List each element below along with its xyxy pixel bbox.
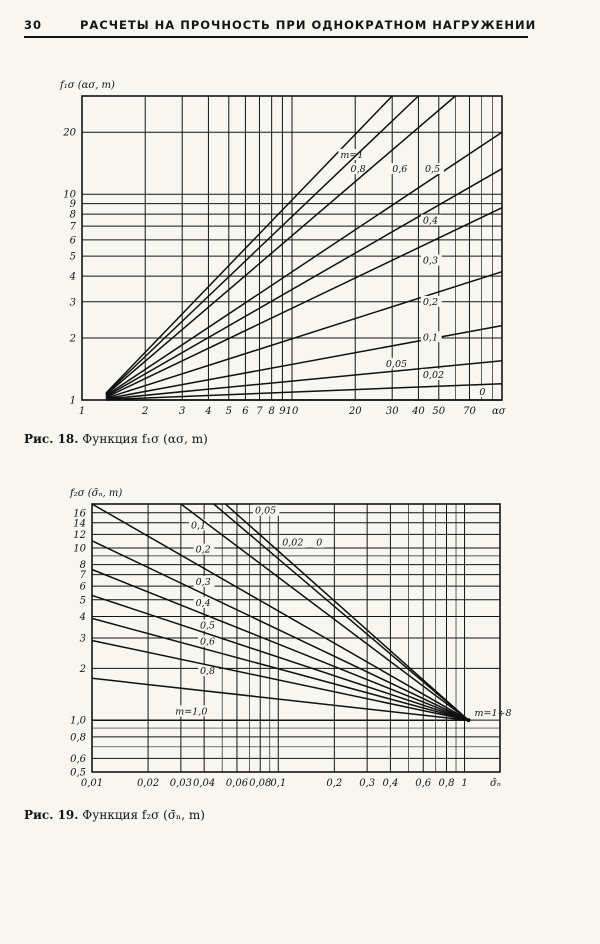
x-tick-label: 7 (256, 406, 263, 417)
series-line (106, 384, 502, 400)
series-label: 0,05 (385, 358, 408, 370)
x-tick-label: 50 (432, 406, 446, 417)
y-tick-label: 6 (79, 581, 86, 593)
x-tick-label: 40 (412, 406, 425, 417)
series-label: 0,05 (255, 505, 277, 517)
x-tick-label: 0,01 (80, 778, 104, 789)
x-tick-label: 0,04 (193, 778, 216, 789)
series-label: 0 (316, 537, 323, 549)
x-tick-label: 0,1 (270, 778, 287, 789)
running-head (24, 18, 537, 38)
series-label: 0,8 (199, 666, 216, 678)
series-label: 0,2 (422, 296, 438, 308)
series-label: 0,3 (195, 576, 211, 588)
y-tick-label: 0,6 (70, 753, 86, 765)
series-label: 0,6 (199, 636, 216, 648)
series-label: m=1,0 (175, 706, 208, 718)
series-label: m=1 (340, 149, 364, 161)
figure-caption-19 (24, 808, 205, 822)
y-tick-label: 2 (69, 333, 76, 345)
series-label: 0,5 (199, 620, 216, 632)
x-tick-label: 0,03 (169, 778, 193, 789)
x-tick-label: 70 (463, 406, 476, 417)
y-tick-label: 9 (69, 199, 76, 211)
y-axis-title: f₁σ (ασ, m) (60, 80, 115, 91)
x-tick-label: 1 (78, 406, 86, 417)
y-tick-label: 4 (69, 271, 76, 283)
running-heading: РАСЧЕТЫ НА ПРОЧНОСТЬ ПРИ ОДНОКРАТНОМ НАГРУЖЕНИИ (80, 18, 537, 32)
x-tick-label: 0,02 (136, 778, 160, 789)
x-tick-label: 0,3 (359, 778, 376, 789)
y-tick-label: 4 (79, 611, 86, 623)
caption-number: Рис. 19. (24, 808, 79, 822)
x-tick-label: 4 (205, 406, 212, 417)
series-label: 0 (479, 386, 486, 398)
x-tick-label: 8 (268, 406, 275, 417)
x-tick-label: 0,6 (415, 778, 432, 789)
series-label: 0,4 (195, 598, 211, 610)
series-line (214, 504, 469, 720)
y-tick-label: 20 (63, 127, 76, 139)
x-tick-label: 0,08 (249, 778, 272, 789)
series-label: 0,1 (422, 332, 438, 344)
chart-f2-sigma (0, 474, 600, 796)
x-tick-label: 3 (179, 406, 186, 417)
y-tick-label: 16 (73, 508, 86, 520)
convergence-label: m=1÷8 (474, 708, 512, 720)
y-tick-label: 7 (69, 221, 76, 233)
x-axis-title: σ̄ₙ (490, 778, 501, 789)
page-number: 30 (24, 18, 43, 32)
y-tick-label: 5 (69, 251, 76, 263)
y-tick-label: 0,5 (70, 767, 86, 779)
series-label: 0,1 (191, 520, 207, 532)
series-line (181, 504, 469, 720)
caption-number: Рис. 18. (24, 432, 79, 446)
chart-f1-sigma (0, 80, 600, 420)
x-tick-label: 1 (461, 778, 468, 789)
y-tick-label: 1,0 (70, 715, 86, 727)
y-tick-label: 14 (73, 518, 86, 530)
x-tick-label: 10 (285, 406, 299, 417)
x-tick-label: 0,8 (438, 778, 455, 789)
caption-text: Функция f₁σ (ασ, m) (82, 432, 208, 446)
x-tick-label: 0,2 (326, 778, 343, 789)
series-label: 0,6 (392, 164, 408, 176)
figure-caption-18 (24, 432, 208, 446)
x-tick-label: 20 (348, 406, 362, 417)
x-tick-label: 0,06 (225, 778, 249, 789)
y-tick-label: 6 (69, 235, 76, 247)
x-axis-title: ασ (492, 406, 506, 417)
y-tick-label: 5 (79, 595, 86, 607)
series-label: 0,3 (422, 255, 438, 267)
y-tick-label: 3 (79, 633, 86, 645)
series-line (106, 96, 456, 395)
y-axis-title: f₂σ (σ̄ₙ, m) (70, 488, 123, 499)
y-tick-label: 2 (79, 663, 86, 675)
series-label: 0,4 (422, 215, 438, 227)
y-tick-label: 3 (69, 297, 76, 309)
series-label: 0,02 (422, 369, 445, 381)
x-tick-label: 6 (242, 406, 249, 417)
y-tick-label: 12 (73, 529, 86, 541)
series-label: 0,02 (282, 537, 304, 549)
x-tick-label: 9 (279, 406, 286, 417)
x-tick-label: 5 (225, 406, 232, 417)
y-tick-label: 7 (79, 570, 86, 582)
y-tick-label: 8 (69, 209, 76, 221)
y-tick-label: 10 (73, 543, 86, 555)
x-tick-label: 2 (142, 406, 149, 417)
x-tick-label: 0,4 (382, 778, 399, 789)
convergence-point (466, 718, 470, 722)
x-tick-label: 30 (385, 406, 399, 417)
caption-text: Функция f₂σ (σ̄ₙ, m) (82, 808, 205, 822)
y-tick-label: 0,8 (70, 732, 86, 744)
series-label: 0,5 (425, 164, 441, 176)
series-line (106, 96, 392, 393)
y-tick-label: 8 (79, 560, 86, 572)
y-tick-label: 10 (63, 189, 76, 201)
y-tick-label: 1 (69, 395, 76, 407)
series-label: 0,2 (195, 544, 211, 556)
series-label: 0,8 (350, 164, 366, 176)
